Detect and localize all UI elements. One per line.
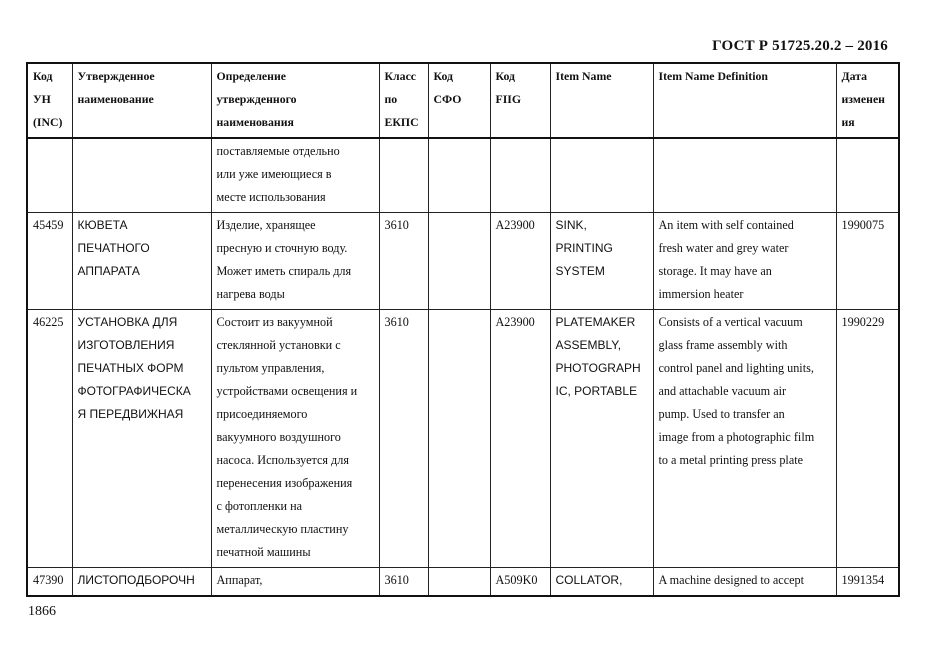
column-header-line: Item Name Definition: [658, 69, 768, 83]
table-row: [27, 310, 899, 568]
cell-text-line: A23900: [495, 218, 535, 232]
column-header-line: УН: [33, 92, 51, 106]
cell-text-line: стеклянной установки с: [216, 338, 341, 352]
nomenclature-table: [26, 62, 900, 597]
cell-text-line: A23900: [495, 315, 535, 329]
cell-item-name-definition: [653, 568, 836, 597]
column-header-code-un: [27, 63, 72, 138]
column-header-line: Дата: [841, 69, 868, 83]
cell-approved-name: [72, 310, 211, 568]
cell-text-line: 3610: [384, 218, 409, 232]
column-header-definition-ru: [211, 63, 379, 138]
cell-text-line: PLATEMAKER: [555, 315, 636, 329]
column-header-line: наименования: [216, 115, 294, 129]
cell-text-line: АППАРАТА: [77, 264, 140, 278]
column-header-change-date: [836, 63, 899, 138]
cell-text-line: storage. It may have an: [658, 264, 772, 278]
cell-text-line: ЛИСТОПОДБОРОЧН: [77, 573, 195, 587]
cell-text-line: УСТАНОВКА ДЛЯ: [77, 315, 178, 329]
cell-text-line: A509K0: [495, 573, 538, 587]
cell-text-line: ПЕЧАТНЫХ ФОРМ: [77, 361, 184, 375]
cell-text-line: ПЕЧАТНОГО: [77, 241, 150, 255]
column-header-line: FIIG: [495, 92, 522, 106]
cell-approved-name: [72, 213, 211, 310]
column-header-line: СФО: [433, 92, 462, 106]
column-header-item-name-definition: [653, 63, 836, 138]
cell-text-line: PHOTOGRAPH: [555, 361, 641, 375]
cell-ekps-class: [379, 213, 428, 310]
cell-fiig-code: [490, 568, 550, 597]
column-header-item-name: [550, 63, 653, 138]
cell-sfo-code: [428, 310, 490, 568]
cell-text-line: An item with self contained: [658, 218, 794, 232]
cell-item-name-definition: [653, 213, 836, 310]
cell-text-line: 1991354: [841, 573, 885, 587]
cell-text-line: Изделие, хранящее: [216, 218, 316, 232]
cell-sfo-code: [428, 568, 490, 597]
cell-text-line: A machine designed to accept: [658, 573, 805, 587]
cell-text-line: and attachable vacuum air: [658, 384, 787, 398]
cell-text-line: поставляемые отдельно: [216, 144, 340, 158]
column-header-line: Код: [433, 69, 453, 83]
cell-text-line: насоса. Используется для: [216, 453, 349, 467]
column-header-line: ия: [841, 115, 855, 129]
cell-text-line: нагрева воды: [216, 287, 285, 301]
cell-code-un: [27, 568, 72, 597]
column-header-fiig-code: [490, 63, 550, 138]
cell-definition-ru: [211, 213, 379, 310]
cell-text-line: ФОТОГРАФИЧЕСКА: [77, 384, 191, 398]
cell-text-line: Consists of a vertical vacuum: [658, 315, 803, 329]
cell-change-date: [836, 138, 899, 213]
column-header-line: ЕКПС: [384, 115, 419, 129]
cell-text-line: fresh water and grey water: [658, 241, 789, 255]
cell-item-name: [550, 310, 653, 568]
page-number: 1866: [28, 604, 56, 619]
cell-text-line: присоединяемого: [216, 407, 308, 421]
column-header-line: Код: [495, 69, 515, 83]
cell-definition-ru: [211, 138, 379, 213]
cell-text-line: вакуумного воздушного: [216, 430, 341, 444]
cell-fiig-code: [490, 213, 550, 310]
cell-change-date: [836, 568, 899, 597]
column-header-line: Класс: [384, 69, 417, 83]
cell-item-name-definition: [653, 310, 836, 568]
column-header-line: по: [384, 92, 398, 106]
cell-text-line: COLLATOR,: [555, 573, 623, 587]
cell-code-un: [27, 138, 72, 213]
document-header: ГОСТ Р 51725.20.2 – 2016: [712, 38, 888, 54]
cell-item-name: [550, 213, 653, 310]
column-header-line: изменен: [841, 92, 885, 106]
cell-text-line: glass frame assembly with: [658, 338, 788, 352]
cell-approved-name: [72, 138, 211, 213]
table-row: [27, 138, 899, 213]
table-body: [27, 138, 899, 596]
cell-text-line: месте использования: [216, 190, 326, 204]
cell-sfo-code: [428, 138, 490, 213]
cell-text-line: печатной машины: [216, 545, 311, 559]
cell-text-line: 46225: [33, 315, 64, 329]
cell-text-line: immersion heater: [658, 287, 744, 301]
column-header-ekps-class: [379, 63, 428, 138]
cell-ekps-class: [379, 138, 428, 213]
column-header-approved-name: [72, 63, 211, 138]
column-header-line: утвержденного: [216, 92, 297, 106]
cell-ekps-class: [379, 310, 428, 568]
table-row: [27, 213, 899, 310]
cell-text-line: КЮВЕТА: [77, 218, 128, 232]
cell-text-line: control panel and lighting units,: [658, 361, 814, 375]
cell-text-line: 45459: [33, 218, 64, 232]
cell-approved-name: [72, 568, 211, 597]
cell-item-name: [550, 568, 653, 597]
cell-text-line: 3610: [384, 315, 409, 329]
cell-text-line: ИЗГОТОВЛЕНИЯ: [77, 338, 175, 352]
table-header: [27, 63, 899, 138]
cell-text-line: металлическую пластину: [216, 522, 349, 536]
cell-text-line: 47390: [33, 573, 64, 587]
cell-text-line: SYSTEM: [555, 264, 605, 278]
cell-text-line: 1990075: [841, 218, 885, 232]
cell-text-line: pump. Used to transfer an: [658, 407, 785, 421]
cell-ekps-class: [379, 568, 428, 597]
cell-code-un: [27, 213, 72, 310]
cell-text-line: пресную и сточную воду.: [216, 241, 348, 255]
cell-sfo-code: [428, 213, 490, 310]
cell-text-line: IC, PORTABLE: [555, 384, 638, 398]
cell-definition-ru: [211, 568, 379, 597]
column-header-line: Item Name: [555, 69, 612, 83]
cell-fiig-code: [490, 138, 550, 213]
cell-item-name: [550, 138, 653, 213]
header-row: [27, 63, 899, 138]
table-row: [27, 568, 899, 597]
cell-change-date: [836, 310, 899, 568]
column-header-line: наименование: [77, 92, 154, 106]
cell-text-line: ASSEMBLY,: [555, 338, 622, 352]
cell-text-line: перенесения изображения: [216, 476, 353, 490]
cell-text-line: PRINTING: [555, 241, 613, 255]
cell-text-line: с фотопленки на: [216, 499, 303, 513]
cell-text-line: to a metal printing press plate: [658, 453, 804, 467]
column-header-line: (INC): [33, 115, 63, 129]
cell-item-name-definition: [653, 138, 836, 213]
cell-text-line: Может иметь спираль для: [216, 264, 352, 278]
cell-text-line: 1990229: [841, 315, 885, 329]
cell-change-date: [836, 213, 899, 310]
cell-text-line: SINK,: [555, 218, 587, 232]
cell-fiig-code: [490, 310, 550, 568]
cell-text-line: Состоит из вакуумной: [216, 315, 333, 329]
cell-text-line: image from a photographic film: [658, 430, 815, 444]
cell-text-line: Я ПЕРЕДВИЖНАЯ: [77, 407, 184, 421]
column-header-sfo-code: [428, 63, 490, 138]
column-header-line: Код: [33, 69, 53, 83]
cell-definition-ru: [211, 310, 379, 568]
cell-text-line: или уже имеющиеся в: [216, 167, 332, 181]
column-header-line: Определение: [216, 69, 287, 83]
cell-text-line: пультом управления,: [216, 361, 325, 375]
cell-text-line: Аппарат,: [216, 573, 263, 587]
cell-code-un: [27, 310, 72, 568]
column-header-line: Утвержденное: [77, 69, 155, 83]
cell-text-line: устройствами освещения и: [216, 384, 358, 398]
cell-text-line: 3610: [384, 573, 409, 587]
